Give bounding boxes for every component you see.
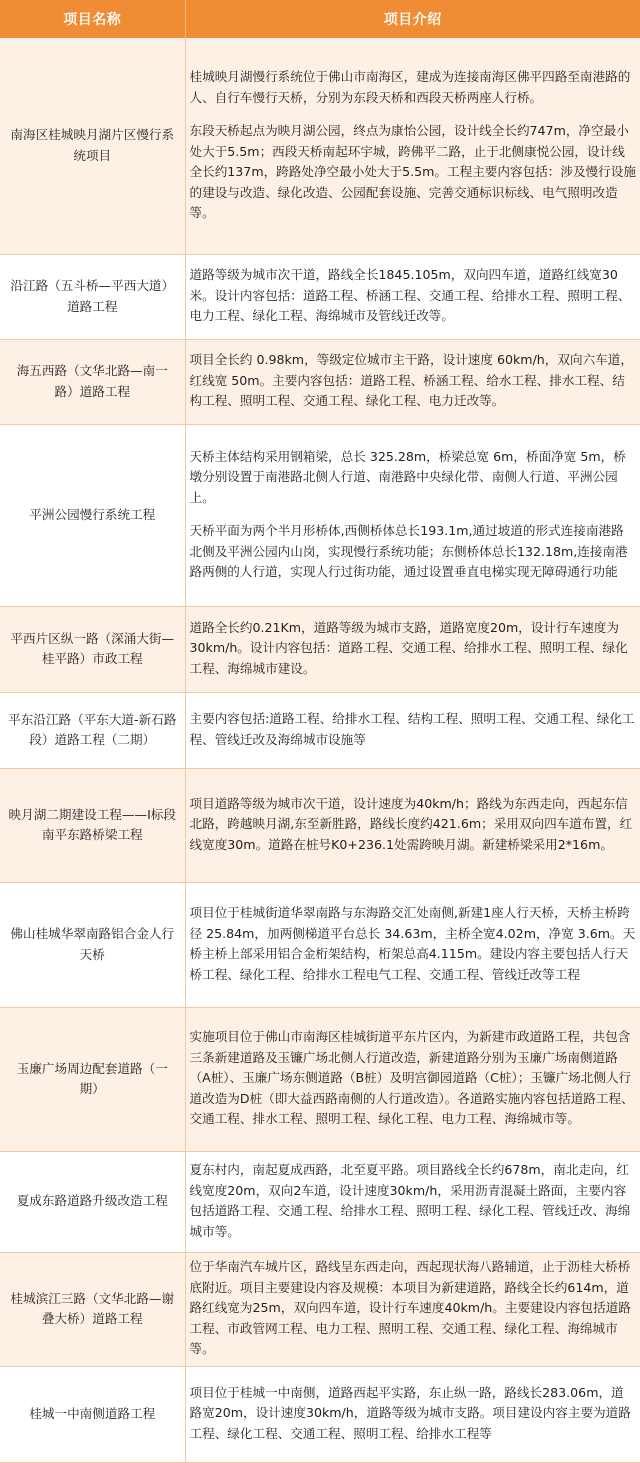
project-intro-cell [185,1252,640,1366]
table-row [0,1151,640,1252]
table-row [0,882,640,1007]
project-name-cell: 桂城一中南侧道路工程 [0,1366,185,1462]
project-name-cell: 映月湖二期建设工程——Ⅰ标段南平东路桥梁工程 [0,768,185,882]
project-intro-paragraph: 项目全长约 0.98km，等级定位城市主干路，设计速度 60km/h，双向六车道，红线宽 50m。主要内容包括：道路工程、桥涵工程、给水工程、排水工程、结构工程、照明工程、交通工程、绿化工程、电力迁改等。 [189,352,633,409]
project-intro-paragraph: 项目道路等级为城市次干道，设计速度为40km/h；路线为东西走向，西起东信北路，跨越映月湖,东至新胜路，路线长度约421.6m；采用双向四车道布置，红线宽度30m。道路在桩号K0+236.1处需跨映月湖。新建桥梁采用2*16m。 [189,795,633,852]
project-name-cell: 夏成东路道路升级改造工程 [0,1151,185,1252]
project-intro-paragraph: 夏东村内，南起夏成西路，北至夏平路。项目路线全长约678m，南北走向，红线宽度20m，双向2车道，设计速度30km/h，采用沥青混凝土路面，主要内容包括道路工程、交通工程、给排水工程、照明工程、绿化工程、管线迁改、海绵城市等。 [189,1162,631,1239]
project-intro-paragraph: 天桥平面为两个半月形桥体,西侧桥体总长193.1m,通过坡道的形式连接南港路北侧及平洲公园内山岗，实现慢行系统功能；东侧桥体总长132.18m,连接南港路两侧的人行道，实现人行过街功能，通过设置垂直电梯实现无障碍通行功能 [189,523,628,579]
project-name-cell: 桂城滨江三路（文华北路—谢叠大桥）道路工程 [0,1252,185,1366]
project-intro-paragraph: 项目位于桂城街道华翠南路与东海路交汇处南侧,新建1座人行天桥，天桥主桥跨径 25.84m，加两侧梯道平台总长 34.63m，主桥全宽4.02m，净宽 3.6m。天桥主桥上部采用铝合金桁架结构，桁架总高4.115m。建设内容主要包括人行天桥工程、绿化工程、给排水工程电气工程、交通工程、管线迁改等工程 [189,905,636,982]
project-intro-paragraph: 道路全长约0.21Km，道路等级为城市支路，道路宽度20m，设计行车速度为30km/h。设计内容包括：道路工程、交通工程、给排水工程、照明工程、绿化工程、海绵城市建设。 [189,619,628,676]
project-intro-cell [185,768,640,882]
project-intro-cell [185,1151,640,1252]
project-intro-cell [185,1366,640,1462]
project-intro-cell [185,606,640,692]
project-intro-paragraph: 实施项目位于佛山市南海区桂城街道平东片区内，为新建市政道路工程，共包含三条新建道路及玉镰广场北侧人行道改造，新建道路分别为玉廉广场南侧道路（A桩）、玉廉广场东侧道路（B桩）及明宫御园道路（C桩）；玉镰广场北侧人行道改造为D桩（即大益西路南侧的人行道改造）。各道路实施内容包括道路工程、交通工程、排水工程、照明工程、绿化工程、电力工程、海绵城市等。 [189,1029,634,1127]
table-row [0,1007,640,1151]
project-intro-cell [185,882,640,1007]
project-name-cell: 玉廉广场周边配套道路（一期） [0,1007,185,1151]
project-intro-cell [185,424,640,606]
project-intro-paragraph: 主要内容包括:道路工程、给排水工程、结构工程、照明工程、交通工程、绿化工程、管线迁改及海绵城市设施等 [189,711,635,747]
project-name-cell: 平东沿江路（平东大道-新石路段）道路工程（二期） [0,692,185,768]
project-name-cell: 平西片区纵一路（深涌大街—桂平路）市政工程 [0,606,185,692]
project-intro-cell [185,254,640,339]
project-intro-paragraph: 道路等级为城市次干道，路线全长1845.105m，双向四车道，道路红线宽30米。设计内容包括：道路工程、桥涵工程、交通工程、给排水工程、照明工程、电力工程、绿化工程、海绵城市及管线迁改等。 [189,267,631,324]
table-row [0,768,640,882]
project-intro-paragraph: 东段天桥起点为映月湖公园，终点为康怡公园，设计线全长约747m，净空最小处大于5.5m；西段天桥南起环宇城，跨佛平二路，止于北侧康悦公园，设计线全长约137m，跨路处净空最小处大于5.5m。工程主要内容包括：涉及慢行设施的建设与改造、绿化改造、公园配套设施、完善交通标识标线、电气照明改造等。 [189,123,636,220]
project-name-cell: 沿江路（五斗桥—平西大道）道路工程 [0,254,185,339]
project-name-cell: 南海区桂城映月湖片区慢行系统项目 [0,38,185,254]
header-project-name: 项目名称 [0,0,185,38]
table-row [0,424,640,606]
table-row [0,38,640,254]
project-intro-cell [185,1007,640,1151]
project-name-cell: 佛山桂城华翠南路铝合金人行天桥 [0,882,185,1007]
project-intro-paragraph: 项目位于桂城一中南侧，道路西起平实路，东止纵一路，路线长283.06m，道路宽20m，设计速度30km/h，道路等级为城市支路。项目建设内容主要为道路工程、绿化工程、交通工程、照明工程、给排水工程等 [189,1384,631,1441]
table-row [0,692,640,768]
table-row [0,254,640,339]
project-intro-cell [185,339,640,424]
project-intro-cell [185,38,640,254]
project-intro-cell [185,692,640,768]
project-name-cell: 平洲公园慢行系统工程 [0,424,185,606]
header-project-intro: 项目介绍 [185,0,640,38]
project-name-cell: 海五西路（文华北路—南一路）道路工程 [0,339,185,424]
table-row [0,1366,640,1462]
table-row [0,606,640,692]
table-row [0,1252,640,1366]
project-intro-paragraph: 位于华南汽车城片区，路线呈东西走向，西起现状海八路辅道，止于沥桂大桥桥底附近。项目主要建设内容及规模：本项目为新建道路，路线全长约614m，道路红线宽为25m，双向四车道，设计行车速度40km/h。主要建设内容包括道路工程、市政管网工程、电力工程、照明工程、交通工程、绿化工程、海绵城市等。 [189,1259,631,1357]
table-header-row [0,0,640,38]
project-intro-paragraph: 天桥主体结构采用钢箱梁，总长 325.28m，桥梁总宽 6m，桥面净宽 5m，桥墩分别设置于南港路北侧人行道、南港路中央绿化带、南侧人行道、平洲公园上。 [189,448,626,505]
table-row [0,339,640,424]
project-intro-paragraph: 桂城映月湖慢行系统位于佛山市南海区，建成为连接南海区佛平四路至南港路的人、自行车慢行天桥，分别为东段天桥和西段天桥两座人行桥。 [189,69,631,105]
